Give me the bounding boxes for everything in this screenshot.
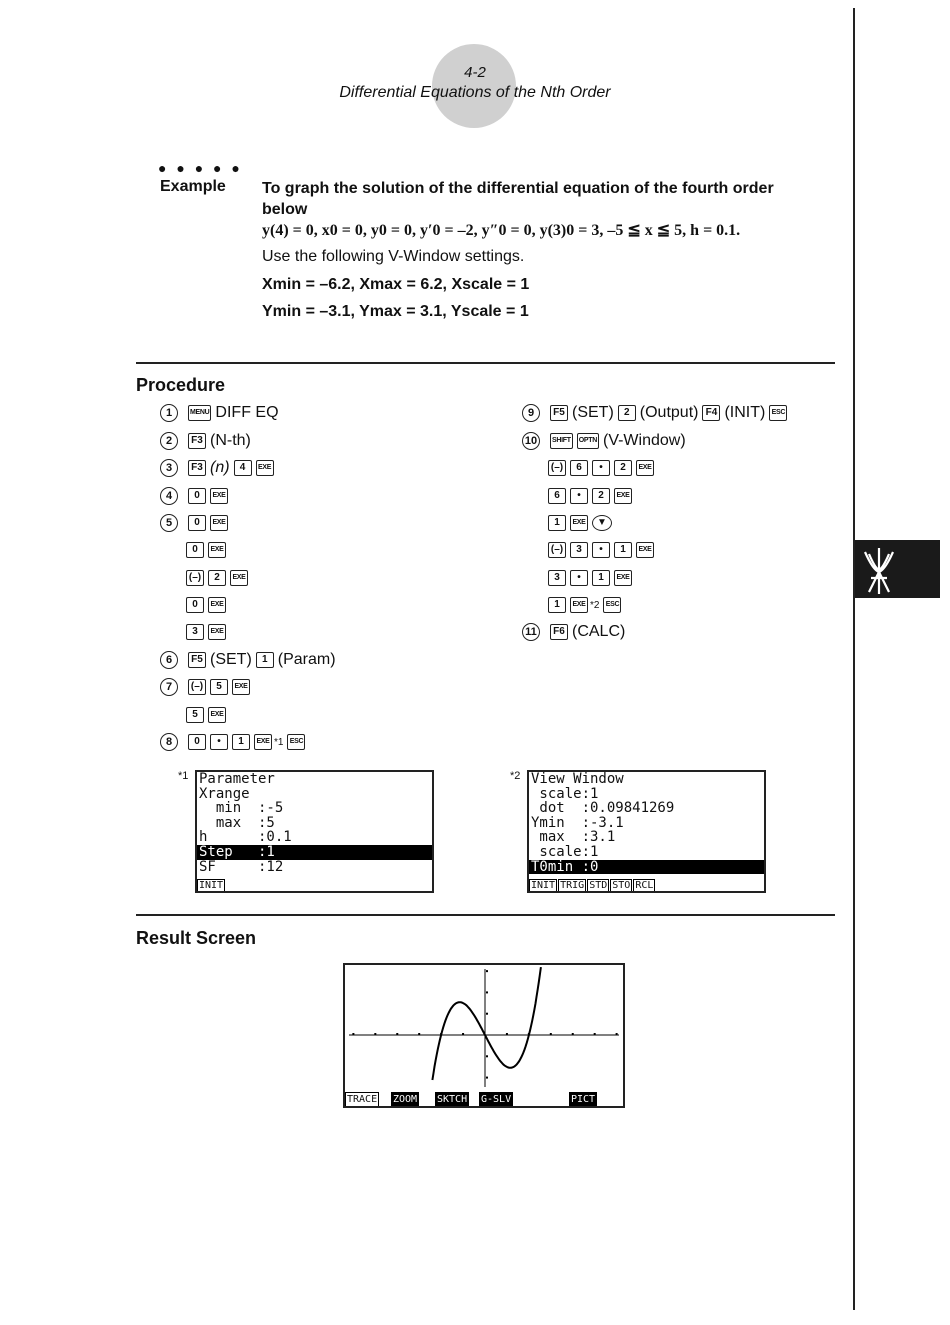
step-text: (N-th) [210, 432, 251, 449]
step-10 [522, 431, 686, 451]
0-key: 0 [188, 515, 206, 531]
1-key: 1 [232, 734, 250, 750]
step-10-line-3 [548, 486, 632, 506]
exe-key: EXE [230, 570, 248, 586]
exe-key: EXE [208, 542, 226, 558]
step-text: (Param) [277, 651, 336, 668]
step-7 [160, 677, 250, 697]
y-tick [486, 1013, 488, 1015]
exe-key: EXE [636, 542, 654, 558]
step-text: DIFF EQ [215, 404, 279, 421]
negative-key: (–) [548, 460, 566, 476]
x-tick [506, 1033, 508, 1035]
f5-key: F5 [188, 652, 206, 668]
view-window-screen [527, 770, 766, 893]
f3-key: F3 [188, 460, 206, 476]
step-10-line-6 [548, 568, 632, 588]
3-key: 3 [186, 624, 204, 640]
screen-row: Step :1 [197, 845, 432, 860]
f3-key: F3 [188, 433, 206, 449]
step-5-line-3 [186, 568, 248, 588]
screen-row: View Window [531, 771, 624, 787]
screen-row: scale:1 [531, 843, 599, 860]
right-margin-rule [853, 8, 855, 1310]
decimal-key: • [570, 570, 588, 586]
decimal-key: • [592, 460, 610, 476]
parameter-screen [195, 770, 434, 893]
step-text: (CALC) [572, 623, 626, 640]
diff-eq-tab-icon [859, 542, 899, 596]
1-key: 1 [614, 542, 632, 558]
decimal-key: • [210, 734, 228, 750]
x-tick [396, 1033, 398, 1035]
step-text: (SET) [572, 404, 614, 421]
exe-key: EXE [256, 460, 274, 476]
1-key: 1 [592, 570, 610, 586]
screen-row: h :0.1 [199, 829, 292, 846]
0-key: 0 [188, 734, 206, 750]
exe-key: EXE [232, 679, 250, 695]
graph-menu-tab: G-SLV [481, 1094, 512, 1105]
vwindow-settings-x: Xmin = –6.2, Xmax = 6.2, Xscale = 1 [262, 276, 530, 293]
1-key: 1 [548, 515, 566, 531]
step-number: 9 [522, 404, 540, 422]
step-number: 4 [160, 487, 178, 505]
vwindow-settings-y: Ymin = –3.1, Ymax = 3.1, Yscale = 1 [262, 303, 529, 320]
4-key: 4 [234, 460, 252, 476]
menu-tab: INIT [199, 880, 224, 891]
0-key: 0 [188, 488, 206, 504]
5-key: 5 [210, 679, 228, 695]
y-tick [486, 1077, 488, 1079]
screen-row: max :5 [199, 814, 275, 831]
screen-row: min :-5 [199, 800, 284, 817]
example-text: To graph the solution of the differential equation of the fourth order below [262, 180, 774, 218]
step-6 [160, 650, 336, 670]
2-key: 2 [614, 460, 632, 476]
exe-key: EXE [636, 460, 654, 476]
3-key: 3 [548, 570, 566, 586]
x-tick [352, 1033, 354, 1035]
page-title: Differential Equations of the Nth Order [339, 84, 611, 101]
example-label: Example [160, 178, 226, 195]
6-key: 6 [548, 488, 566, 504]
step-2 [160, 431, 251, 451]
step-10-line-7 [548, 595, 621, 615]
graph-menu-tab: PICT [571, 1094, 596, 1105]
exe-key: EXE [208, 624, 226, 640]
step-number: 1 [160, 404, 178, 422]
step-10-line-2 [548, 458, 654, 478]
step-text: (INIT) [724, 404, 766, 421]
screen-function-menu [197, 879, 226, 891]
negative-key: (–) [186, 570, 204, 586]
5-key: 5 [186, 707, 204, 723]
footnote-marker: *1 [274, 736, 284, 748]
graph-menu-tab: SKTCH [437, 1094, 468, 1105]
exe-key: EXE [570, 597, 588, 613]
screen-row: dot :0.09841269 [531, 800, 675, 817]
menu-key: MENU [188, 405, 211, 421]
exe-key: EXE [614, 570, 632, 586]
y-tick [486, 991, 488, 993]
menu-tab: STO [612, 880, 631, 891]
exe-key: EXE [254, 734, 272, 750]
screen-row: Ymin :-3.1 [531, 814, 624, 831]
step-text: (Output) [639, 404, 699, 421]
screen-row: scale:1 [531, 785, 599, 802]
x-tick [462, 1033, 464, 1035]
negative-key: (–) [548, 542, 566, 558]
screen-row: SF :12 [199, 858, 284, 875]
x-tick [374, 1033, 376, 1035]
esc-key: ESC [287, 734, 305, 750]
step-11 [522, 622, 625, 642]
1-key: 1 [548, 597, 566, 613]
section-divider [136, 362, 835, 364]
section-divider [136, 914, 835, 916]
step-number: 10 [522, 432, 540, 450]
example-instruction: Use the following V-Window settings. [262, 248, 525, 265]
decimal-key: • [592, 542, 610, 558]
step-number: 11 [522, 623, 540, 641]
step-number: 2 [160, 432, 178, 450]
step-text: (n) [210, 459, 230, 476]
menu-tab: INIT [531, 880, 556, 891]
step-10-line-5 [548, 540, 654, 560]
2-key: 2 [592, 488, 610, 504]
esc-key: ESC [769, 405, 787, 421]
step-number: 7 [160, 678, 178, 696]
screen2-footnote: *2 [510, 770, 521, 782]
step-number: 8 [160, 733, 178, 751]
exe-key: EXE [210, 488, 228, 504]
optn-key: OPTN [577, 433, 599, 449]
step-5-line-2 [186, 540, 226, 560]
step-text: (SET) [210, 651, 252, 668]
procedure-heading: Procedure [136, 375, 226, 395]
screen-row: T0min :0 [529, 860, 764, 875]
x-tick [418, 1033, 420, 1035]
result-heading: Result Screen [136, 928, 257, 948]
f6-key: F6 [550, 624, 568, 640]
0-key: 0 [186, 542, 204, 558]
f5-key: F5 [550, 405, 568, 421]
exe-key: EXE [210, 515, 228, 531]
2-key: 2 [208, 570, 226, 586]
footnote-marker: *2 [590, 599, 600, 611]
step-9 [522, 403, 787, 423]
solution-curve-plot [345, 965, 623, 1092]
x-tick [550, 1033, 552, 1035]
step-number: 5 [160, 514, 178, 532]
0-key: 0 [186, 597, 204, 613]
step-number: 6 [160, 651, 178, 669]
screen1-footnote: *1 [178, 770, 189, 782]
page-number: 4-2 [464, 64, 486, 81]
step-7-line-2 [186, 705, 226, 725]
decimal-key: • [570, 488, 588, 504]
shift-key: SHIFT [550, 433, 573, 449]
x-tick [594, 1033, 596, 1035]
down-arrow-key: ▼ [592, 515, 612, 531]
step-text: (V-Window) [602, 432, 686, 449]
6-key: 6 [570, 460, 588, 476]
exe-key: EXE [570, 515, 588, 531]
f4-key: F4 [702, 405, 720, 421]
menu-tab: RCL [635, 880, 654, 891]
screen-row: Xrange [199, 785, 250, 802]
exe-key: EXE [614, 488, 632, 504]
solution-curve [432, 967, 541, 1080]
exe-key: EXE [208, 707, 226, 723]
step-5 [160, 513, 228, 533]
2-key: 2 [618, 405, 636, 421]
negative-key: (–) [188, 679, 206, 695]
example-equation: y(4) = 0, x0 = 0, y0 = 0, y′0 = –2, y″0 = 0, y(3)0 = 3, –5 ≦ x ≦ 5, h = 0.1. [262, 222, 741, 239]
step-number: 3 [160, 459, 178, 477]
step-1 [160, 403, 279, 423]
y-tick [486, 970, 488, 972]
graph-menu-tab: TRACE [347, 1094, 378, 1105]
screen-row: max :3.1 [531, 829, 616, 846]
example-dots: ● ● ● ● ● [158, 160, 243, 176]
x-tick [572, 1033, 574, 1035]
result-graph-screen [343, 963, 625, 1108]
esc-key: ESC [603, 597, 621, 613]
3-key: 3 [570, 542, 588, 558]
step-5-line-4 [186, 595, 226, 615]
step-8 [160, 732, 305, 752]
1-key: 1 [256, 652, 274, 668]
step-10-line-4 [548, 513, 612, 533]
step-5-line-5 [186, 622, 226, 642]
step-3 [160, 458, 274, 478]
chapter-tab [855, 540, 940, 598]
menu-tab: TRIG [560, 880, 585, 891]
menu-tab: STD [589, 880, 608, 891]
graph-menu-tab: ZOOM [393, 1094, 418, 1105]
x-tick [616, 1033, 618, 1035]
y-tick [486, 1055, 488, 1057]
screen-row: Parameter [199, 771, 275, 787]
screen-function-menu [529, 879, 656, 891]
step-4 [160, 486, 228, 506]
exe-key: EXE [208, 597, 226, 613]
graph-function-menu [345, 1092, 623, 1106]
